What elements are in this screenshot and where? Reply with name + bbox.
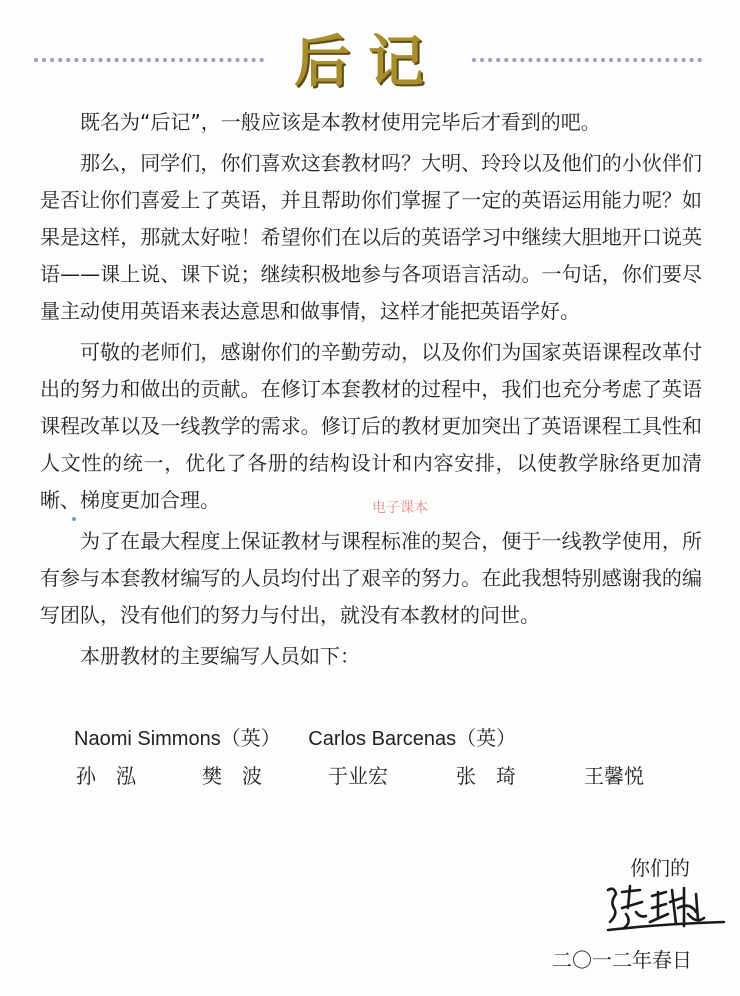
date-text: 二〇一二年春日: [552, 948, 692, 972]
afterword-body: [40, 104, 702, 679]
decorative-dotted-line-left: [34, 58, 264, 62]
header: [0, 14, 740, 95]
handwritten-signature: [600, 878, 730, 938]
paragraph-5: 本册教材的主要编写人员如下：: [80, 644, 360, 668]
paragraph-2: 那么，同学们，你们喜欢这套教材吗？大明、玲玲以及他们的小伙伴们是否让你们喜爱上了英语，并且帮助你们掌握了一定的英语运用能力呢？如果是这样，那就太好啦！希望你们在以后的英语学习中继续大胆地开口说英语——课上说、课下说；继续积极地参与各项语言活动。一句话，你们要尽量主动使用英语来表达意思和做事情，这样才能把英语学好。: [40, 151, 702, 323]
ink-speck: [72, 517, 76, 521]
author-cn-2: 樊 波: [202, 764, 262, 788]
decorative-dotted-line-right: [472, 58, 702, 62]
paragraph-4: 为了在最大程度上保证教材与课程标准的契合，便于一线教学使用，所有参与本套教材编写的人员均付出了艰辛的努力。在此我想特别感谢我的编写团队，没有他们的努力与付出，就没有本教材的问世。: [40, 529, 702, 627]
closing-text: 你们的: [630, 856, 690, 880]
watermark-text: 电子课本: [372, 500, 428, 516]
foreign-authors: [74, 722, 538, 751]
author-cn-1: 孙 泓: [76, 764, 136, 788]
paragraph-1: 既名为“后记”，一般应该是本教材使用完毕后才看到的吧。: [80, 110, 601, 134]
author-en-1: Naomi Simmons（英）: [74, 728, 281, 750]
author-cn-3: 于业宏: [328, 764, 388, 788]
author-cn-5: 王馨悦: [584, 764, 644, 788]
author-cn-4: 张 琦: [456, 764, 516, 788]
page-title: 后记: [294, 29, 442, 95]
author-en-2: Carlos Barcenas（英）: [308, 728, 517, 750]
paragraph-3: 可敬的老师们，感谢你们的辛勤劳动，以及你们为国家英语课程改革付出的努力和做出的贡献。在修订本套教材的过程中，我们也充分考虑了英语课程改革以及一线教学的需求。修订后的教材更加突出了英语课程工具性和人文性的统一，优化了各册的结构设计和内容安排，以使教学脉络更加清晰、梯度更加合理。: [40, 340, 702, 512]
